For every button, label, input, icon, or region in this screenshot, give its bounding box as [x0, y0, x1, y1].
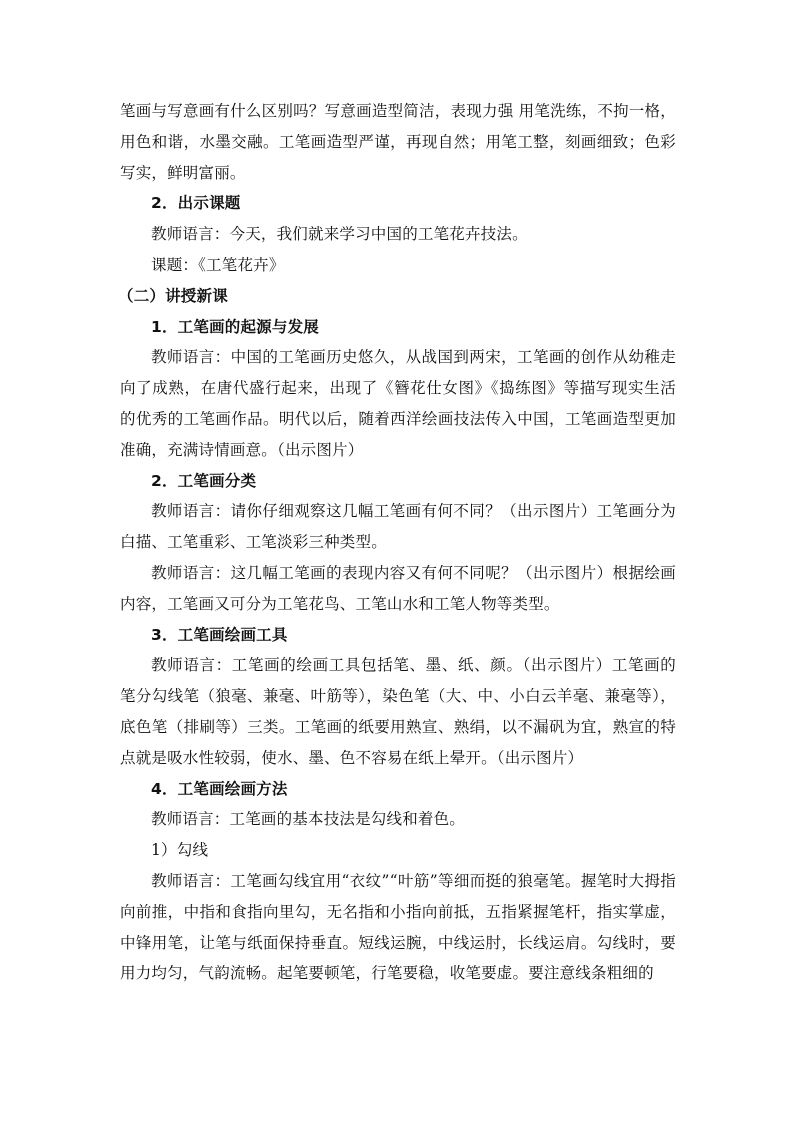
paragraph: 教师语言：工笔画勾线宜用“衣纹”“叶筋”等细而挺的狼毫笔。握笔时大拇指向前推，中指和食指向里勾，无名指和小指向前抵，五指紧握笔杆，指实掌虚，中锋用笔，让笔与纸面保持垂直。短线运腕，中线运肘，长线运肩。勾线时，要用力均匀，气韵流畅。起笔要顿笔，行笔要稳，收笔要虚。要注意线条粗细的 [120, 871, 676, 983]
paragraph: 教师语言：这几幅工笔画的表现内容又有何不同呢？（出示图片）根据绘画内容，工笔画又可分为工笔花鸟、工笔山水和工笔人物等类型。 [120, 563, 676, 613]
paragraph: 笔画与写意画有什么区别吗？写意画造型简洁，表现力强 用笔洗练，不拘一格，用色和谐，水墨交融。工笔画造型严谨，再现自然；用笔工整，刻画细致；色彩写实，鲜明富丽。 [120, 102, 676, 182]
subheading: 2．工笔画分类 [151, 471, 257, 490]
paragraph: 教师语言：请你仔细观察这几幅工笔画有何不同？（出示图片）工笔画分为白描、工笔重彩、工笔淡彩三种类型。 [120, 502, 676, 552]
subheading: 4．工笔画绘画方法 [151, 779, 288, 798]
subheading: 1．工笔画的起源与发展 [151, 317, 319, 336]
paragraph: 教师语言：中国的工笔画历史悠久，从战国到两宋，工笔画的创作从幼稚走向了成熟，在唐代盛行起来，出现了《簪花仕女图》《捣练图》等描写现实生活的优秀的工笔画作品。明代以后，随着西洋绘画技法传入中国，工笔画造型更加准确，充满诗情画意。（出示图片） [120, 348, 676, 459]
paragraph: 教师语言：今天，我们就来学习中国的工笔花卉技法。 [151, 225, 528, 244]
section-heading: （二）讲授新课 [118, 286, 228, 305]
list-marker-paragraph: 1）勾线 [151, 841, 209, 860]
subheading: 2．出示课题 [151, 194, 241, 213]
paragraph: 教师语言：工笔画的基本技法是勾线和着色。 [151, 810, 466, 829]
document-page [120, 96, 676, 989]
subheading: 3．工笔画绘画工具 [151, 625, 288, 644]
paragraph: 课题：《工笔花卉》 [151, 255, 285, 274]
paragraph: 教师语言：工笔画的绘画工具包括笔、墨、纸、颜。（出示图片）工笔画的笔分勾线笔（狼毫、兼毫、叶筋等），染色笔（大、中、小白云羊毫、兼毫等），底色笔（排刷等）三类。工笔画的纸要用熟宣、熟绢，以不漏矾为宜，熟宣的特点就是吸水性较弱，使水、墨、色不容易在纸上晕开。（出示图片） [120, 656, 676, 767]
